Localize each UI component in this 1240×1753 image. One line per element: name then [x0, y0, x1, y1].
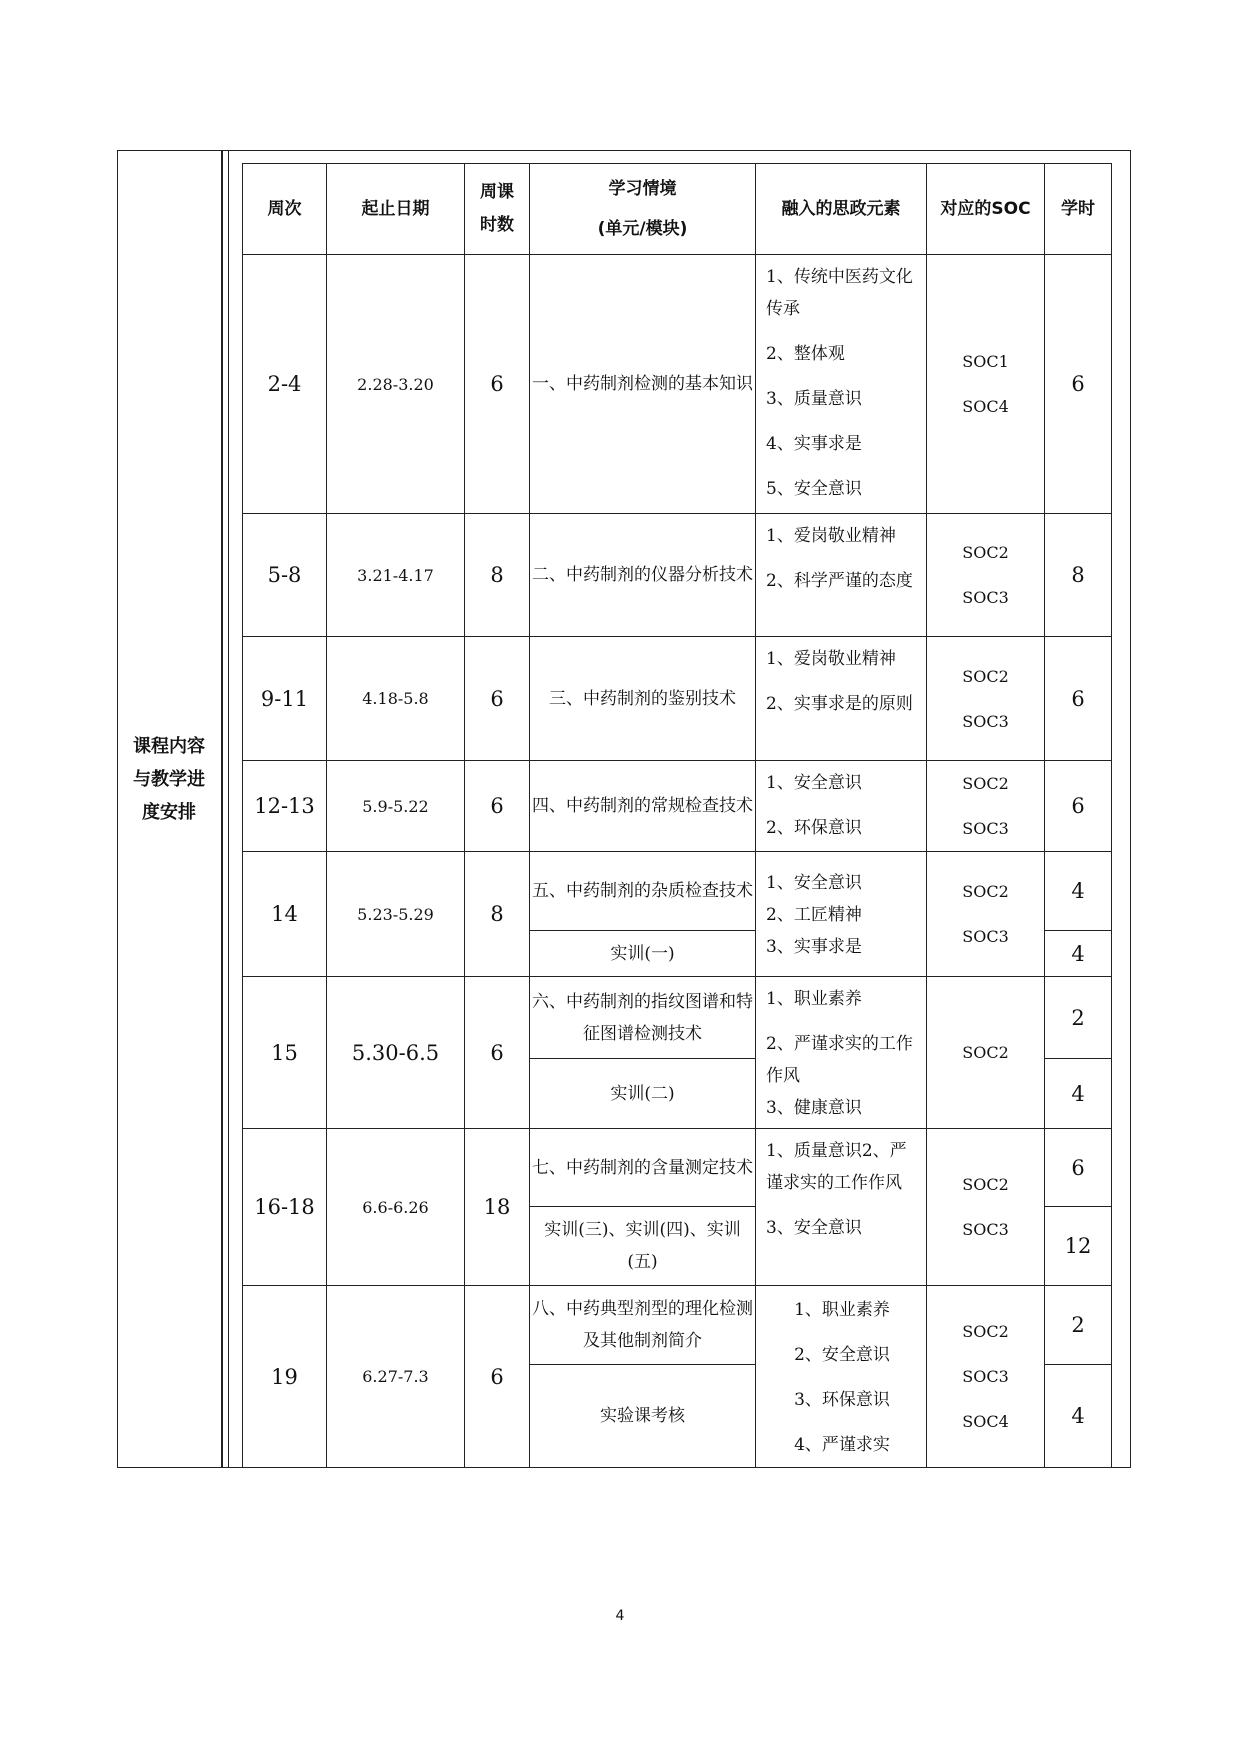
- soc-item: SOC2: [962, 1043, 1009, 1062]
- hours-cell: 4: [1045, 852, 1112, 931]
- element-item: 2、安全意识: [794, 1345, 890, 1365]
- soc-item: SOC2: [962, 1175, 1009, 1194]
- situation-cell: 二、中药制剂的仪器分析技术: [530, 514, 756, 637]
- schedule-table: [242, 163, 1112, 1468]
- soc-item: SOC4: [962, 397, 1009, 416]
- soc-cell: [927, 637, 1045, 761]
- soc-cell: [927, 514, 1045, 637]
- element-item: 1、爱岗敬业精神: [766, 649, 896, 669]
- soc-cell: [927, 977, 1045, 1129]
- soc-item: SOC2: [962, 1322, 1009, 1341]
- header-hours-per-week: 周课 时数: [465, 164, 530, 255]
- element-item: 1、传统中医药文化传承: [766, 267, 913, 319]
- hours-cell: 6: [1045, 1129, 1112, 1207]
- hours-cell: 2: [1045, 977, 1112, 1059]
- element-item: 3、质量意识: [766, 389, 862, 409]
- elements-cell: [756, 1286, 927, 1468]
- soc-item: SOC3: [962, 1220, 1009, 1239]
- soc-item: SOC2: [962, 774, 1009, 793]
- hours-cell: 8: [1045, 514, 1112, 637]
- hpw-cell: 6: [465, 977, 530, 1129]
- situation-cell: 五、中药制剂的杂质检查技术: [530, 852, 756, 931]
- soc-cell: [927, 1286, 1045, 1468]
- dates-cell: 5.30-6.5: [327, 977, 465, 1129]
- elements-cell: [756, 637, 927, 761]
- situation-cell: 四、中药制剂的常规检查技术: [530, 761, 756, 852]
- dates-cell: 4.18-5.8: [327, 637, 465, 761]
- header-situation: 学习情境 (单元/模块): [530, 164, 756, 255]
- hpw-cell: 8: [465, 514, 530, 637]
- elements-cell: [756, 514, 927, 637]
- hpw-cell: 6: [465, 1286, 530, 1468]
- dates-cell: 2.28-3.20: [327, 255, 465, 514]
- soc-cell: [927, 255, 1045, 514]
- dates-cell: 5.23-5.29: [327, 852, 465, 977]
- element-item: 2、整体观: [766, 344, 845, 364]
- week-cell: 14: [243, 852, 327, 977]
- hours-cell: 6: [1045, 637, 1112, 761]
- table-row: [243, 637, 1112, 761]
- soc-cell: [927, 1129, 1045, 1286]
- elements-cell: [756, 761, 927, 852]
- hpw-cell: 6: [465, 255, 530, 514]
- element-item: 4、严谨求实: [794, 1435, 890, 1455]
- dates-cell: 3.21-4.17: [327, 514, 465, 637]
- soc-item: SOC4: [962, 1412, 1009, 1431]
- table-row: [243, 852, 1112, 931]
- element-item: 1、安全意识: [766, 773, 862, 793]
- soc-item: SOC3: [962, 819, 1009, 838]
- soc-item: SOC3: [962, 1367, 1009, 1386]
- hours-cell: 4: [1045, 1365, 1112, 1468]
- situation-cell: 实训(三)、实训(四)、实训(五): [530, 1207, 756, 1286]
- hpw-cell: 6: [465, 761, 530, 852]
- situation-cell: 八、中药典型剂型的理化检测及其他制剂简介: [530, 1286, 756, 1365]
- week-cell: 2-4: [243, 255, 327, 514]
- soc-item: SOC2: [962, 543, 1009, 562]
- dates-cell: 5.9-5.22: [327, 761, 465, 852]
- element-item: 3、实事求是: [766, 937, 862, 957]
- hours-cell: 4: [1045, 1059, 1112, 1129]
- soc-item: SOC1: [962, 352, 1009, 371]
- hpw-cell: 18: [465, 1129, 530, 1286]
- hpw-cell: 6: [465, 637, 530, 761]
- elements-cell: [756, 255, 927, 514]
- element-item: 1、安全意识: [766, 873, 862, 893]
- hours-cell: 12: [1045, 1207, 1112, 1286]
- element-item: 1、爱岗敬业精神: [766, 526, 896, 546]
- element-item: 5、安全意识: [766, 479, 862, 499]
- week-cell: 5-8: [243, 514, 327, 637]
- element-item: 2、实事求是的原则: [766, 694, 913, 714]
- week-cell: 9-11: [243, 637, 327, 761]
- situation-cell: 三、中药制剂的鉴别技术: [530, 637, 756, 761]
- week-cell: 15: [243, 977, 327, 1129]
- dates-cell: 6.6-6.26: [327, 1129, 465, 1286]
- header-week: 周次: [243, 164, 327, 255]
- element-item: 2、严谨求实的工作作风: [766, 1034, 913, 1086]
- header-row: [243, 164, 1112, 255]
- situation-cell: 实训(二): [530, 1059, 756, 1129]
- element-item: 3、环保意识: [794, 1390, 890, 1410]
- hpw-cell: 8: [465, 852, 530, 977]
- header-soc: 对应的SOC: [927, 164, 1045, 255]
- header-hours: 学时: [1045, 164, 1112, 255]
- frame-divider: [221, 150, 223, 1468]
- situation-cell: 实验课考核: [530, 1365, 756, 1468]
- element-item: 2、工匠精神: [766, 905, 862, 925]
- week-cell: 19: [243, 1286, 327, 1468]
- soc-item: SOC2: [962, 666, 1009, 686]
- table-row: [243, 1286, 1112, 1365]
- frame-divider-inner: [228, 150, 229, 1468]
- soc-item: SOC3: [962, 927, 1009, 946]
- elements-cell: [756, 1129, 927, 1286]
- element-item: 2、科学严谨的态度: [766, 571, 913, 591]
- element-item: 3、安全意识: [766, 1218, 862, 1238]
- header-elements: 融入的思政元素: [756, 164, 927, 255]
- elements-cell: [756, 977, 927, 1129]
- soc-item: SOC3: [962, 588, 1009, 607]
- element-item: 3、健康意识: [766, 1098, 862, 1118]
- hours-cell: 6: [1045, 761, 1112, 852]
- table-row: [243, 761, 1112, 852]
- situation-cell: 实训(一): [530, 931, 756, 977]
- situation-cell: 一、中药制剂检测的基本知识: [530, 255, 756, 514]
- soc-item: SOC3: [962, 711, 1009, 731]
- hours-cell: 6: [1045, 255, 1112, 514]
- soc-item: SOC2: [962, 882, 1009, 901]
- table-row: [243, 1129, 1112, 1207]
- soc-cell: [927, 761, 1045, 852]
- hours-cell: 4: [1045, 931, 1112, 977]
- header-dates: 起止日期: [327, 164, 465, 255]
- element-item: 1、职业素养: [766, 989, 862, 1009]
- situation-cell: 六、中药制剂的指纹图谱和特征图谱检测技术: [530, 977, 756, 1059]
- side-label: 课程内容 与教学进 度安排: [133, 736, 205, 823]
- dates-cell: 6.27-7.3: [327, 1286, 465, 1468]
- table-row: [243, 514, 1112, 637]
- elements-cell: [756, 852, 927, 977]
- table-row: [243, 977, 1112, 1059]
- element-item: 1、质量意识2、严谨求实的工作作风: [766, 1141, 907, 1193]
- element-item: 2、环保意识: [766, 818, 862, 838]
- week-cell: 12-13: [243, 761, 327, 852]
- table-row: [243, 255, 1112, 514]
- element-item: 1、职业素养: [794, 1300, 890, 1320]
- page-number: 4: [615, 1608, 625, 1624]
- week-cell: 16-18: [243, 1129, 327, 1286]
- situation-cell: 七、中药制剂的含量测定技术: [530, 1129, 756, 1207]
- element-item: 4、实事求是: [766, 434, 862, 454]
- soc-cell: [927, 852, 1045, 977]
- hours-cell: 2: [1045, 1286, 1112, 1365]
